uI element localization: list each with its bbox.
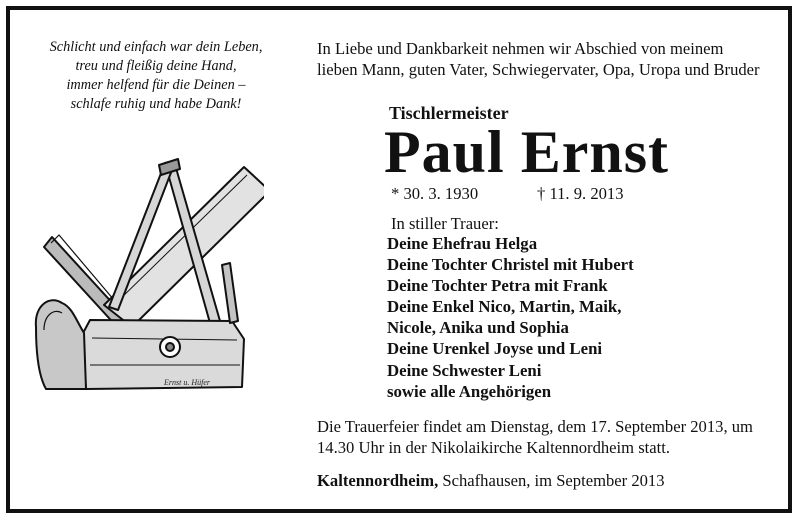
occupation-title: Tischlermeister [389,103,509,123]
mourning-label: In stiller Trauer: [391,214,499,233]
mourner-line: Deine Tochter Petra mit Frank [387,276,608,296]
carpentry-tools-plane-square-icon [32,155,264,395]
closing-place: Kaltennordheim, [317,471,439,490]
illustration-signature: Ernst u. Hüfer [164,378,210,387]
life-dates [391,184,624,204]
poem-line: treu und fleißig deine Hand, [75,58,237,74]
poem-verse [14,38,298,114]
intro-text: In Liebe und Dankbarkeit nehmen wir Abschied von meinem lieben Mann, guten Vater, Schwiegervater, Opa, Uropa und Bruder [317,39,760,79]
closing-rest: Schafhausen, im September 2013 [438,471,665,490]
mourner-line: Deine Urenkel Joyse und Leni [387,339,603,359]
poem-line: schlafe ruhig und habe Dank! [70,96,242,112]
funeral-details: Die Trauerfeier findet am Dienstag, dem 17. September 2013, um 14.30 Uhr in der Nikolaikirche Kaltennordheim statt. [317,417,753,457]
mourner-line: Deine Enkel Nico, Martin, Maik, [387,297,622,317]
closing-line [317,471,665,491]
birth-date: * 30. 3. 1930 [391,184,479,203]
poem-line: immer helfend für die Deinen – [66,77,246,93]
mourner-line: sowie alle Angehörigen [387,381,552,401]
mourner-line: Deine Tochter Christel mit Hubert [387,255,634,275]
death-date: † 11. 9. 2013 [537,184,624,203]
poem-line: Schlicht und einfach war dein Leben, [49,39,263,55]
mourners-list [387,233,634,402]
mourner-line: Nicole, Anika und Sophia [387,318,569,338]
mourner-line: Deine Schwester Leni [387,360,542,380]
mourner-line: Deine Ehefrau Helga [387,234,538,253]
deceased-name: Paul Ernst [384,119,670,185]
